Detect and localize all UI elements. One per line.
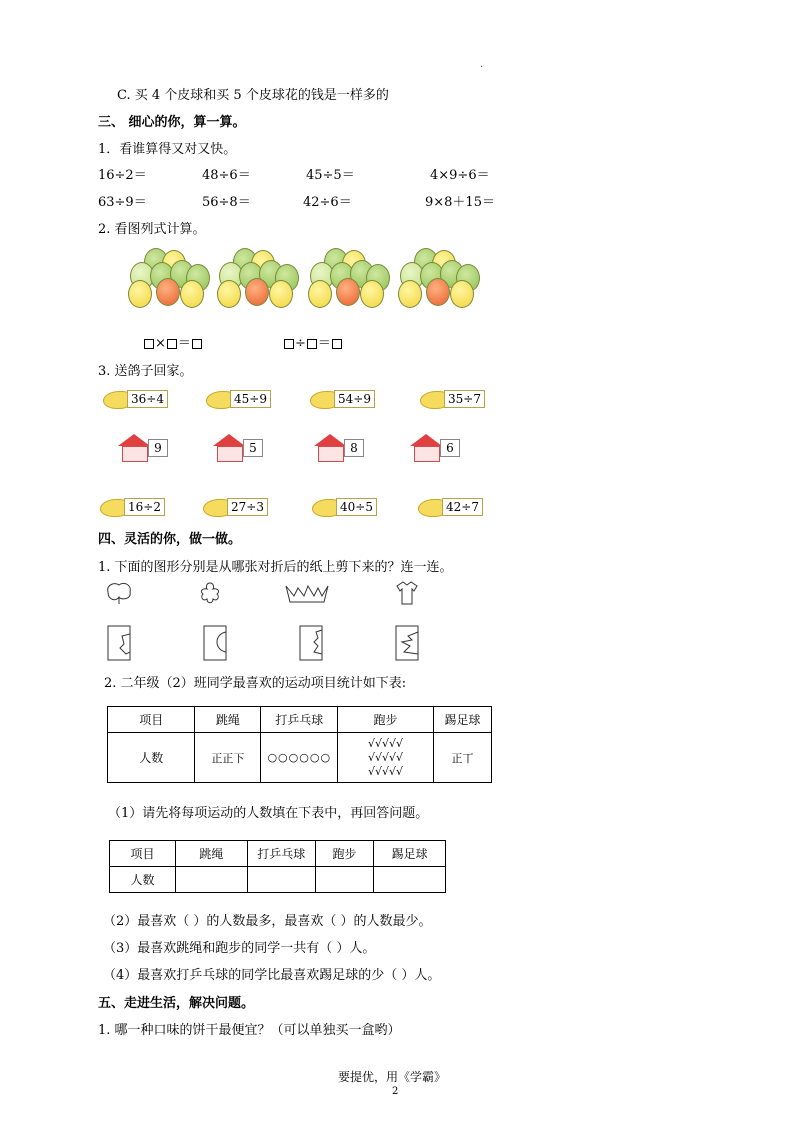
balloon-bunch	[126, 248, 208, 318]
house-card[interactable]: 5	[213, 434, 269, 460]
folded-paper-b-icon[interactable]	[202, 624, 228, 662]
folded-paper-d-icon[interactable]	[394, 624, 420, 662]
s5-q1: 1. 哪一种口味的饼干最便宜？（可以单独买一盒哟）	[98, 1023, 401, 1038]
flower-shape-icon[interactable]	[196, 580, 224, 606]
house-icon	[118, 434, 150, 446]
table-header: 踢足球	[433, 707, 491, 733]
equation: 42÷6＝	[303, 195, 352, 210]
house-icon	[314, 434, 346, 446]
cloud-shape-icon[interactable]	[104, 580, 134, 606]
house-icon	[410, 434, 442, 446]
equation: 4×9÷6＝	[430, 168, 490, 183]
answer-cell[interactable]	[247, 867, 315, 893]
s4-q1-title: 1. 下面的图形分别是从哪张对折后的纸上剪下来的？连一连。	[98, 560, 453, 575]
pigeon-card[interactable]: 42÷7	[418, 496, 476, 518]
folded-paper-a-icon[interactable]	[106, 624, 132, 662]
sub-question-3: （3）最喜欢跳绳和跑步的同学一共有（ ）人。	[103, 941, 376, 956]
option-c: C. 买 4 个皮球和买 5 个皮球花的钱是一样多的	[117, 88, 389, 103]
table-header: 跑步	[338, 707, 434, 733]
answer-cell[interactable]	[315, 867, 374, 893]
table-header: 打乒乓球	[247, 841, 315, 867]
tally-cell: 正正下	[195, 733, 261, 783]
pigeon-card[interactable]: 54÷9	[310, 388, 368, 410]
equation: 63÷9＝	[98, 195, 147, 210]
sub-question-2: （2）最喜欢（ ）的人数最多，最喜欢（ ）的人数最少。	[103, 914, 432, 929]
pigeon-card[interactable]: 36÷4	[103, 388, 161, 410]
formula-multiply: × ＝	[143, 332, 203, 351]
house-icon	[213, 434, 245, 446]
pigeon-card[interactable]: 16÷2	[100, 496, 158, 518]
table-header: 跳绳	[195, 707, 261, 733]
formula-divide: ÷ ＝	[283, 332, 343, 351]
answer-cell[interactable]	[374, 867, 446, 893]
balloon-bunch	[215, 248, 297, 318]
grass-shape-icon[interactable]	[284, 582, 330, 604]
table-header: 项目	[110, 841, 176, 867]
answer-cell[interactable]	[176, 867, 248, 893]
equation: 45÷5＝	[306, 168, 355, 183]
equation: 56÷8＝	[202, 195, 251, 210]
s4-q2-title: 2. 二年级（2）班同学最喜欢的运动项目统计如下表:	[104, 676, 407, 691]
house-card[interactable]: 6	[410, 434, 466, 460]
q3-title: 3. 送鸽子回家。	[98, 364, 193, 379]
table-header: 踢足球	[374, 841, 446, 867]
top-dot: ·	[480, 62, 484, 73]
house-card[interactable]: 9	[118, 434, 174, 460]
pigeon-card[interactable]: 45÷9	[206, 388, 264, 410]
table-header: 项目	[108, 707, 195, 733]
footer-slogan: 要提优，用《学霸》	[338, 1070, 447, 1084]
pigeon-card[interactable]: 40÷5	[312, 496, 370, 518]
q2-title: 2. 看图列式计算。	[98, 222, 206, 237]
stat-table-tally	[107, 706, 492, 783]
tally-cell: √√√√√ √√√√√ √√√√√	[338, 733, 434, 783]
sub-question-1: （1）请先将每项运动的人数填在下表中，再回答问题。	[108, 806, 429, 821]
balloon-bunch	[306, 248, 388, 318]
pigeon-card[interactable]: 35÷7	[420, 388, 478, 410]
section5-title: 五、走进生活，解决问题。	[98, 996, 255, 1011]
row-label: 人数	[108, 733, 195, 783]
table-header: 跳绳	[176, 841, 248, 867]
tally-cell: 正丅	[433, 733, 491, 783]
pigeon-card[interactable]: 27÷3	[203, 496, 261, 518]
table-header: 跑步	[315, 841, 374, 867]
row-label: 人数	[110, 867, 176, 893]
equation: 48÷6＝	[202, 168, 251, 183]
equation: 9×8＋15＝	[425, 195, 495, 210]
q1-title: 1．看谁算得又对又快。	[98, 142, 237, 157]
section4-title: 四、灵活的你，做一做。	[98, 532, 242, 547]
page-number: 2	[392, 1086, 399, 1097]
tally-cell: ○○○○○○	[261, 733, 338, 783]
stat-table-fill	[109, 840, 446, 893]
folded-paper-c-icon[interactable]	[298, 624, 324, 662]
house-card[interactable]: 8	[314, 434, 370, 460]
section3-title: 三、 细心的你，算一算。	[98, 115, 246, 130]
equation: 16÷2＝	[98, 168, 147, 183]
balloon-bunch	[396, 248, 478, 318]
table-header: 打乒乓球	[261, 707, 338, 733]
shirt-shape-icon[interactable]	[394, 580, 420, 606]
sub-question-4: （4）最喜欢打乒乓球的同学比最喜欢踢足球的少（ ）人。	[103, 968, 441, 983]
